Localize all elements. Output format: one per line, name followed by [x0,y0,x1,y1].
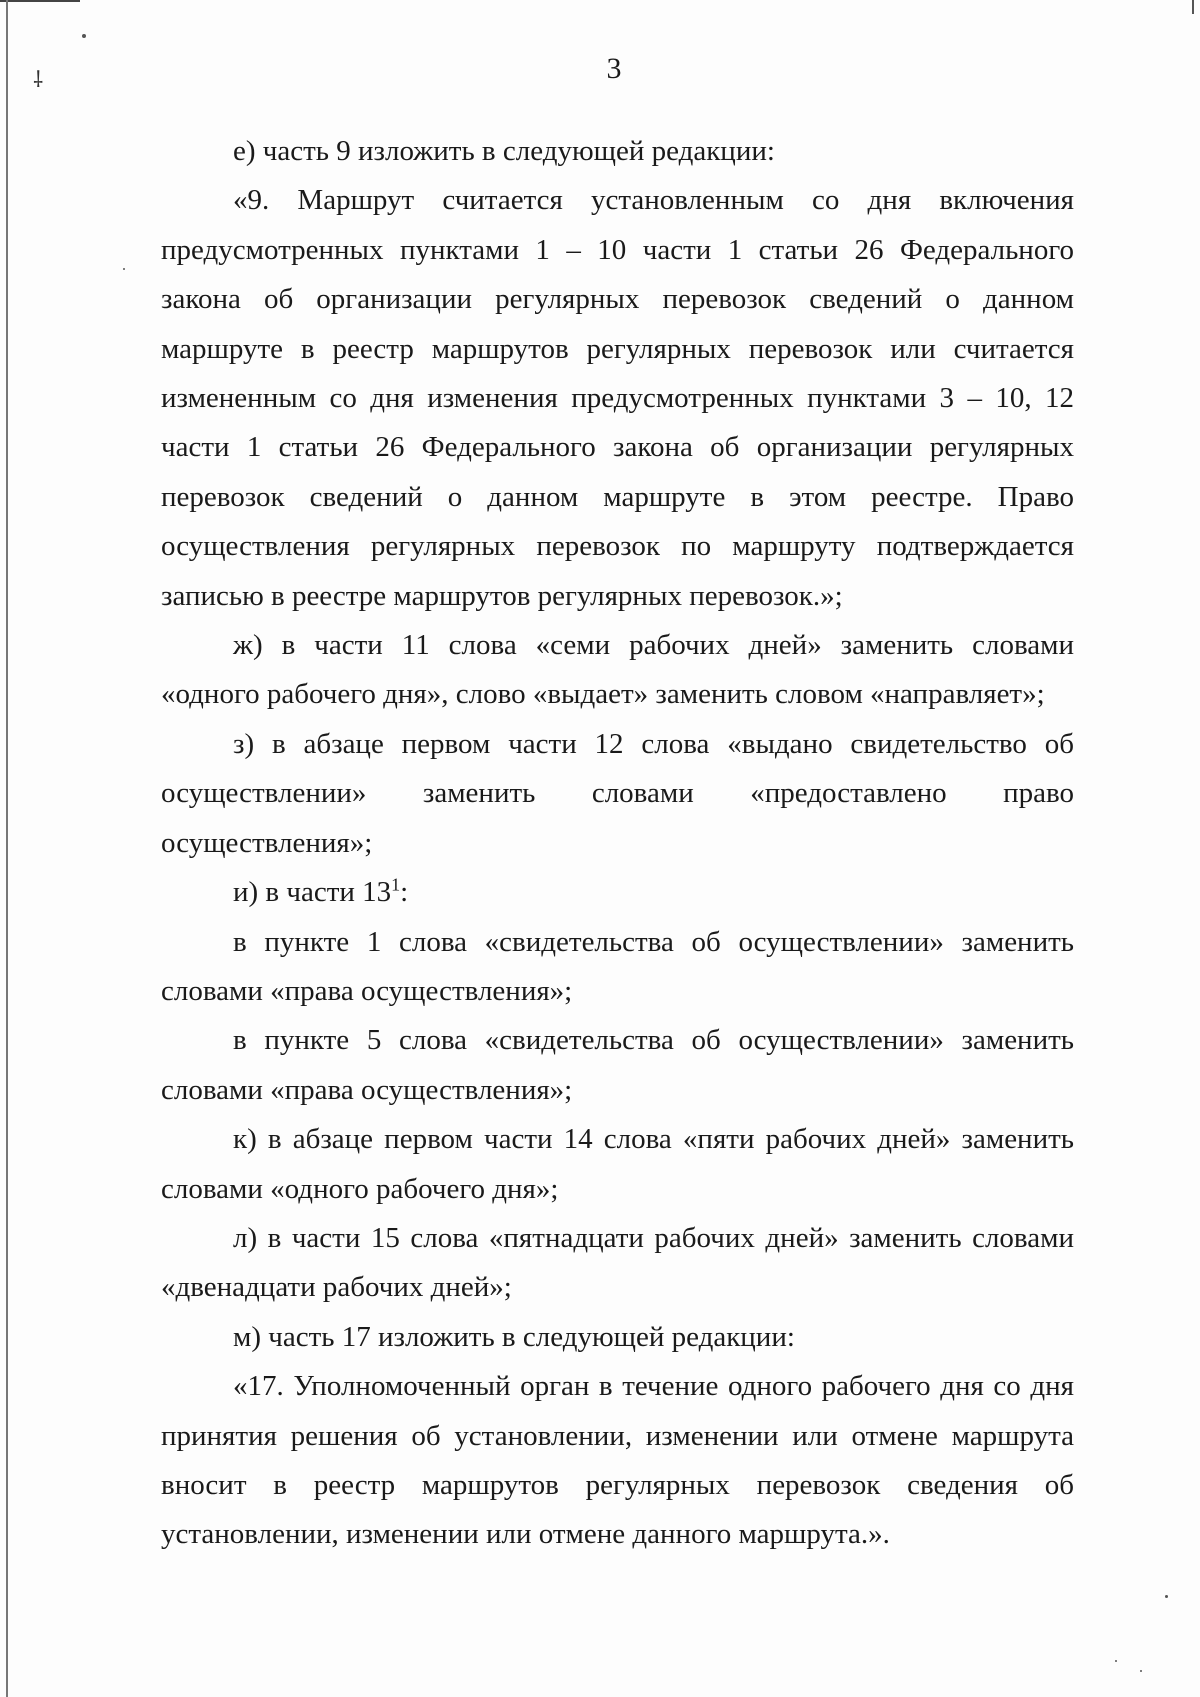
paragraph-l: л) в части 15 слова «пятнадцати рабочих дней» заменить словами «двенадцати рабочих дней»; [161,1221,1074,1304]
paragraph-e: е) часть 9 изложить в следующей редакции: [233,135,775,167]
page-number: 3 [606,52,622,85]
scan-speck [1115,1660,1117,1662]
paragraph-i-text: и) в части 13 [233,876,392,909]
paragraph-point-1: в пункте 1 слова «свидетельства об осуществлении» заменить словами «права осуществления»; [161,925,1074,1007]
paragraph-quote-17: «17. Уполномоченный орган в течение одного рабочего дня со дня принятия решения об установлении, изменении или отмене маршрута вносит в реестр маршрутов регулярных перевозок сведения об установлении, изменении или отмене данного маршрута.». [161,1370,1074,1551]
paragraph-zh: ж) в части 11 слова «семи рабочих дней» заменить словами «одного рабочего дня», слово «выдает» заменить словом «направляет»; [161,629,1074,711]
scan-border-top [0,0,80,2]
scan-speck [123,268,125,270]
scan-speck [1165,1595,1168,1598]
paragraph-m: м) часть 17 изложить в следующей редакции: [233,1320,795,1353]
paragraph-i [161,868,1074,917]
scan-border-left [6,0,8,1697]
paragraph-point-5: в пункте 5 слова «свидетельства об осуществлении» заменить словами «права осуществления»; [161,1024,1074,1106]
paragraph-k: к) в абзаце первом части 14 слова «пяти рабочих дней» заменить словами «одного рабочего дня»; [161,1123,1074,1205]
paragraph-quote-9: «9. Маршрут считается установленным со дня включения предусмотренных пунктами 1 – 10 части 1 статьи 26 Федерального закона об организации регулярных перевозок сведений о данном маршруте в реестр маршрутов регулярных перевозок или считается измененным со дня изменения предусмотренных пунктами 3 – 10, 12 части 1 статьи 26 Федерального закона об организации регулярных перевозок сведений о данном маршруте в этом реестре. Право осуществления регулярных перевозок по маршруту подтверждается записью в реестре маршрутов регулярных перевозок.»; [161,184,1074,612]
superscript-13: 1 [391,874,401,895]
scan-speck [82,34,86,38]
margin-mark: ⸸ [33,67,44,92]
paragraph-z: з) в абзаце первом части 12 слова «выдано свидетельство об осуществлении» заменить словами «предоставлено право осуществления»; [161,727,1074,859]
body-text [161,127,1074,1560]
scan-speck [1140,1670,1142,1672]
scan-mark-right [1192,0,1194,14]
paragraph-i-colon: : [400,876,409,909]
